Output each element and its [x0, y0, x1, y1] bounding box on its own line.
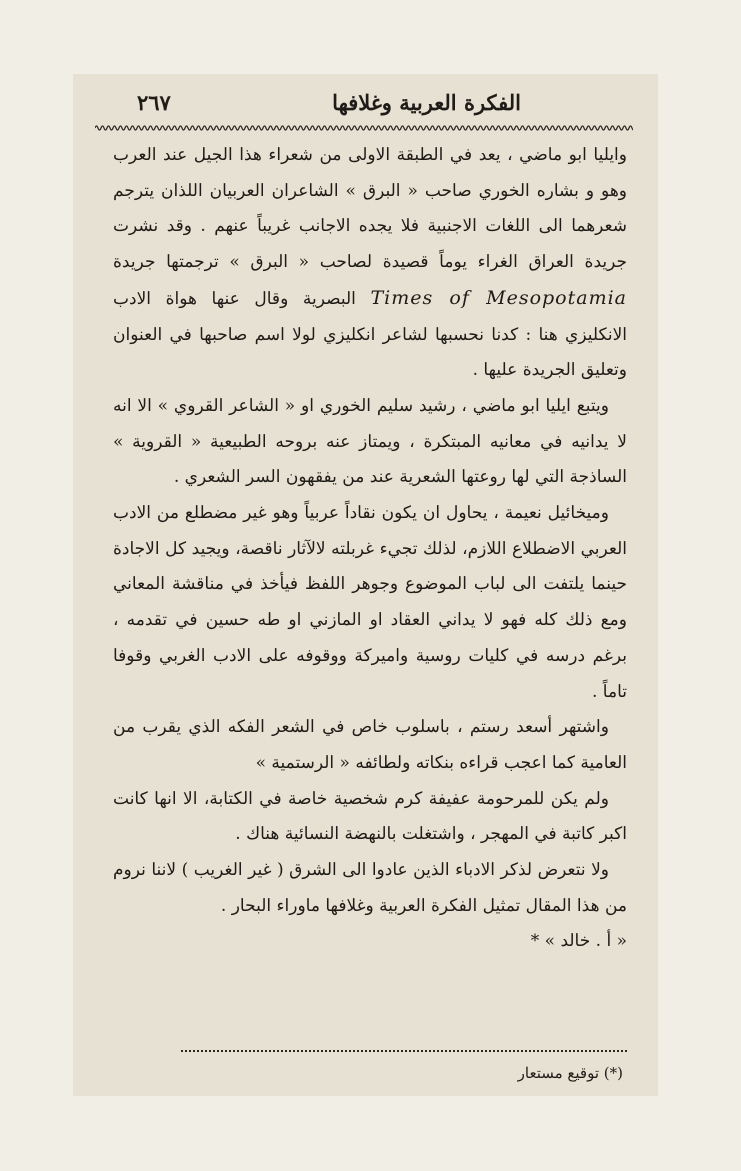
- running-title: الفكرة العربية وغلافها: [332, 90, 521, 115]
- page-number: ٢٦٧: [137, 90, 171, 115]
- paragraph-text: ولم يكن للمرحومة عفيفة كرم شخصية خاصة في الكتابة، الا انها كانت اكبر كاتبة في المهجر ، واشتغلت بالنهضة النسائية هناك .: [113, 788, 627, 845]
- paragraph-abu-madi: [113, 138, 627, 389]
- paragraph-text: واشتهر أسعد رستم ، باسلوب خاص في الشعر الفكه الذي يقرب من العامية كما اعجب قراءه بنكاته ولطائفه « الرستمية »: [113, 717, 627, 773]
- book-page: [73, 74, 658, 1096]
- paragraph-text-continued: البصرية وقال عنها هواة الادب الانكليزي هنا : كدنا نحسبها لشاعر انكليزي لولا اسم صاحبها في العنوان وتعليق الجريدة عليها .: [113, 288, 627, 381]
- wavy-rule: [95, 123, 633, 133]
- paragraph-text: وايليا ابو ماضي ، يعد في الطبقة الاولى من شعراء هذا الجيل عند العرب وهو و بشاره الخوري صاحب « البرق » الشاعران العربيان اللذان يترجم شعرهما الى اللغات الاجنبية فلا يجده الاجانب غريباً عنهم . وقد نشرت جريدة العراق الغراء يوماً قصيدة لصاحب « البرق » ترجمتها جريدة: [113, 145, 627, 273]
- footnote-separator: [181, 1050, 627, 1052]
- paragraph-naimy: [113, 496, 627, 710]
- signature-line: [113, 924, 627, 960]
- paragraph-afifa-karam: [113, 782, 627, 853]
- paragraph-text: ويتبع ايليا ابو ماضي ، رشيد سليم الخوري او « الشاعر القروي » الا انه لا يدانيه في معانيه المبتكرة ، ويمتاز عنه بروحه الطبيعية « القروية » الساذجة التي لها روعتها الشعرية عند من يفقهون السر الشعري .: [113, 395, 627, 488]
- paragraph-text: ولا نتعرض لذكر الادباء الذين عادوا الى الشرق ( غير الغريب ) لاننا نروم من هذا المقال تمثيل الفكرة العربية وغلافها ماوراء البحار .: [113, 860, 627, 916]
- paragraph-text: وميخائيل نعيمة ، يحاول ان يكون نقاداً عربياً وهو غير مضطلع من الادب العربي الاضطلاع اللازم، لذلك تجيء غربلته لالآثار ناقصة، ويجيد كل الاجادة حينما يلتفت الى لباب الموضوع وجوهر اللفظ فيأخذ في مناقشة المعاني ومع ذلك كله فهو لا يداني العقاد او المازني او طه حسين في تقدمه ، برغم درسه في كليات روسية واميركة ووقوفه على الادب الغربي وقوفا تاماً .: [113, 503, 627, 702]
- paragraph-rustum: [113, 710, 627, 781]
- author-signature: « أ . خالد » *: [530, 931, 627, 952]
- paragraph-returnees: [113, 853, 627, 924]
- paragraph-qarawi: [113, 389, 627, 496]
- newspaper-name-latin: Times of Mesopotamia: [370, 286, 627, 309]
- page-header: [101, 88, 631, 124]
- article-body: [113, 138, 627, 960]
- footnote: (*) توقيع مستعار: [517, 1064, 623, 1082]
